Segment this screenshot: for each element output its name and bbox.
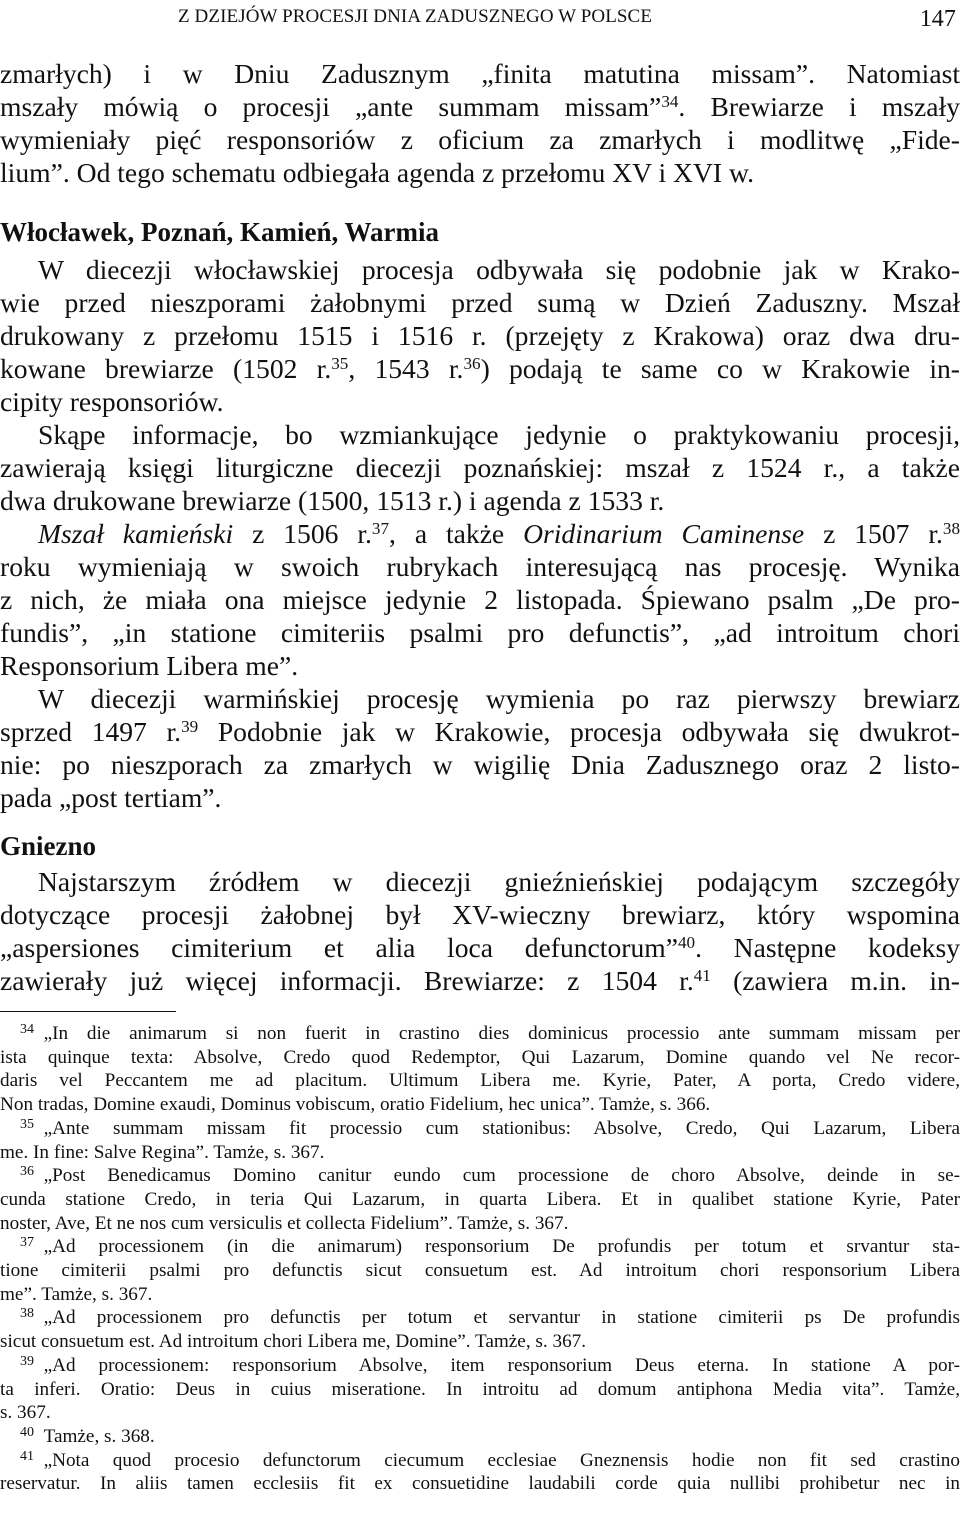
footnote-line: cunda statione Credo, in teria Qui Lazarum, in quarta Libera. Et in qualibet statione Kyrie, Pater bbox=[0, 1188, 960, 1210]
footnote-line bbox=[20, 1166, 960, 1185]
body-line: kowane brewiarze (1502 r.$^{35}$, 1543 r.$^{36}$) podają te same co w Krakowie in- bbox=[0, 353, 960, 384]
footnote-line bbox=[20, 1116, 960, 1139]
footnote-text: Tamże, s. 368. bbox=[43, 1425, 155, 1447]
body-line: pada „post tertiam”. bbox=[0, 782, 222, 813]
footnote-line: ista quinque texta: Absolve, Credo quod Redemptor, Qui Lazarum, Domine quando vel Ne recor- bbox=[0, 1046, 960, 1068]
footnote-number: 40 bbox=[20, 1424, 34, 1440]
body-line: dwa drukowane brewiarze (1500, 1513 r.) i agenda z 1533 r. bbox=[0, 485, 665, 516]
body-line: cipity responsoriów. bbox=[0, 386, 224, 417]
footnote-line: sicut consuetum est. Ad introitum chori Libera me, Domine”. Tamże, s. 367. bbox=[0, 1331, 587, 1353]
footnote-ref: 37 bbox=[371, 518, 390, 538]
body-line: Mszał kamieński z 1506 r.$^{37}$, a także Oridinarium Caminense z 1507 r.$^{38}$ bbox=[38, 518, 960, 549]
footnote-line: daris vel Peccantem me ad placitum. Ultimum Libera me. Kyrie, Pater, A porta, Credo videre, bbox=[0, 1070, 960, 1092]
page-number: 147 bbox=[919, 6, 956, 32]
body-line: zawierają księgi liturgiczne diecezji poznańskiej: mszał z 1524 r., a także bbox=[0, 452, 960, 483]
running-header-title: Z DZIEJÓW PROCESJI DNIA ZADUSZNEGO W POLSCE bbox=[178, 6, 653, 27]
footnote-line: reservatur. In aliis tamen ecclesiis fit ex consuetidine laudabili corde quia nullibi prohibetur nec in bbox=[0, 1473, 960, 1495]
body-line: Responsorium Libera me”. bbox=[0, 650, 299, 681]
body-line: wymieniały pięć responsoriów z oficium za zmarłych i modlitwę „Fide- bbox=[0, 124, 960, 155]
footnote-number: 37 bbox=[20, 1235, 34, 1251]
footnote-separator bbox=[0, 1011, 176, 1012]
body-line: z nich, że miała ona miejsce jedynie 2 listopada. Śpiewano psalm „De pro- bbox=[0, 584, 960, 615]
footnote-ref: 36 bbox=[463, 353, 481, 373]
section-heading: Gniezno bbox=[0, 831, 97, 861]
body-line: dotyczące procesji żałobnej był XV-wieczny brewiarz, który wspomina bbox=[0, 899, 960, 930]
footnote-line bbox=[20, 1024, 960, 1043]
body-line: drukowany z przełomu 1515 i 1516 r. (przejęty z Krakowa) oraz dwa dru- bbox=[0, 320, 960, 351]
footnote-line: tione cimiterii psalmi pro defunctis sicut consuetum est. Ad introitum chori responsorium Libera bbox=[0, 1260, 960, 1281]
footnote-line bbox=[20, 1237, 960, 1256]
body-line: „aspersiones cimiterium et alia loca defunctorum”$^{40}$. Następne kodeksy bbox=[0, 932, 960, 963]
body-line: nie: po nieszporach za zmarłych w wigilię Dnia Zadusznego oraz 2 listo- bbox=[0, 749, 960, 780]
body-line: Skąpe informacje, bo wzmiankujące jedynie o praktykowaniu procesji, bbox=[38, 419, 960, 450]
body-line: Najstarszym źródłem w diecezji gnieźnieńskiej podającym szczegóły bbox=[38, 866, 960, 897]
footnote-text: „Post Benedicamus Domino canitur eundo cum processione de choro Absolve, deinde in se- bbox=[43, 1165, 960, 1187]
footnote-ref: 34 bbox=[661, 91, 679, 111]
body-line: roku wymieniają w swoich rubrykach interesującą nas procesję. Wynika bbox=[0, 551, 960, 582]
section-heading: Włocławek, Poznań, Kamień, Warmia bbox=[0, 217, 439, 247]
footnote-number: 41 bbox=[20, 1448, 34, 1464]
footnote-ref: 41 bbox=[693, 965, 711, 985]
footnote-line bbox=[20, 1448, 960, 1471]
footnote-line: me”. Tamże, s. 367. bbox=[0, 1283, 153, 1305]
body-line: lium”. Od tego schematu odbiegała agenda z przełomu XV i XVI w. bbox=[0, 157, 755, 188]
footnote-ref: 38 bbox=[942, 518, 960, 538]
footnote-text: „Ad processionem (in die animarum) responsorium De profundis per totum et srvantur sta- bbox=[43, 1236, 960, 1258]
footnote-line: me. In fine: Salve Regina”. Tamże, s. 367. bbox=[0, 1141, 325, 1163]
footnote-line: noster, Ave, Et ne nos cum versiculis et collecta Fidelium”. Tamże, s. 367. bbox=[0, 1212, 569, 1234]
footnote-line bbox=[20, 1308, 960, 1327]
footnote-ref: 35 bbox=[331, 353, 349, 373]
footnote-number: 35 bbox=[20, 1116, 34, 1132]
body-line: zmarłych) i w Dniu Zadusznym „finita matutina missam”. Natomiast bbox=[0, 58, 960, 89]
footnote-text: „Nota quod procesio defunctorum ciecumum ecclesiae Gneznensis hodie non fit sed crastino bbox=[43, 1449, 960, 1471]
footnote-line: Non tradas, Domine exaudi, Dominus vobiscum, oratio Fidelium, hec unica”. Tamże, s. 366. bbox=[0, 1094, 711, 1116]
footnote-text: „In die animarum si non fuerit in crastino dies dominicus processio ante summam missam per bbox=[43, 1023, 960, 1044]
footnote-line: ta inferi. Oratio: Deus in cuius miseratione. In introitu ad domum antiphona Media vita”. Tamże, bbox=[0, 1378, 960, 1400]
footnote-text: „Ad processionem pro defunctis per totum et servantur in statione cimiterii ps De profundis bbox=[43, 1307, 960, 1329]
footnote-ref: 39 bbox=[181, 716, 199, 736]
body-line: W diecezji włocławskiej procesja odbywała się podobnie jak w Krako- bbox=[38, 254, 960, 285]
footnote-text: „Ante summam missam fit processio cum stationibus: Absolve, Credo, Qui Lazarum, Libera bbox=[43, 1117, 960, 1139]
body-line: mszały mówią o procesji „ante summam missam”$^{34}$. Brewiarze i mszały bbox=[0, 91, 960, 122]
body-line: sprzed 1497 r.$^{39}$ Podobnie jak w Krakowie, procesja odbywała się dwukrot- bbox=[0, 716, 960, 747]
footnote-line bbox=[20, 1424, 960, 1447]
body-line: W diecezji warmińskiej procesję wymienia po raz pierwszy brewiarz bbox=[38, 683, 960, 714]
body-line: fundis”, „in statione cimiteriis psalmi pro defunctis”, „ad introitum chori bbox=[0, 617, 960, 648]
footnote-line bbox=[20, 1353, 960, 1376]
body-line: zawierały już więcej informacji. Brewiarze: z 1504 r.$^{41}$ (zawiera m.in. in- bbox=[0, 965, 960, 996]
footnote-number: 34 bbox=[20, 1022, 34, 1037]
footnote-number: 39 bbox=[20, 1353, 34, 1369]
footnote-line: s. 367. bbox=[0, 1402, 51, 1424]
footnote-ref: 40 bbox=[677, 932, 696, 952]
footnote-text: „Ad processionem: responsorium Absolve, item responsorium Deus eterna. In statione A por- bbox=[43, 1354, 960, 1376]
footnote-number: 38 bbox=[20, 1306, 34, 1322]
footnote-number: 36 bbox=[20, 1164, 34, 1180]
body-line: wie przed nieszporami żałobnymi przed sumą w Dzień Zaduszny. Mszał bbox=[0, 287, 960, 318]
